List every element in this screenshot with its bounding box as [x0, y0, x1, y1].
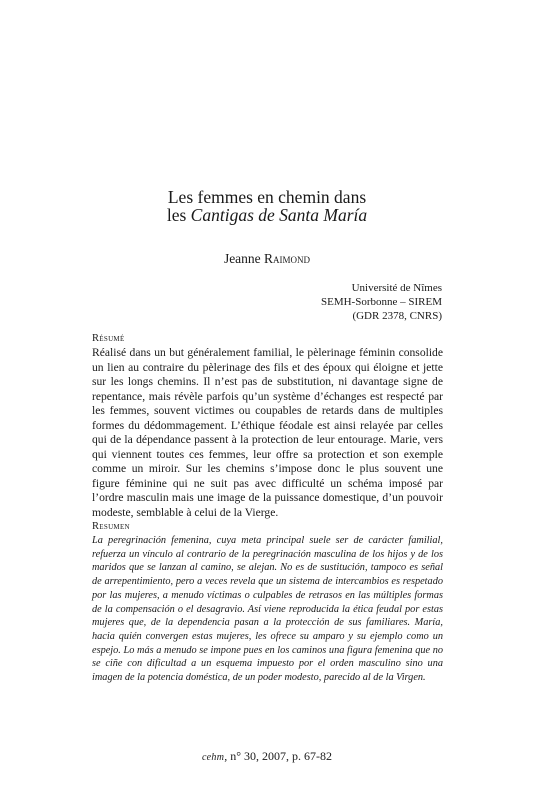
article-title-line-1: Les femmes en chemin dans [167, 187, 367, 207]
journal-name: cehm [201, 752, 225, 763]
resumen-text: La peregrinación femenina, cuya meta principal suele ser de carácter familial, refuerza un vínculo al contrario de la peregrinación masculina de los hijos y de los maridos que se lanzan al camino, se alejan. No es de sustitución, tampoco es señal de arrepentimiento, pero a veces revela que un sistema de intercambios es respetado por las mujeres, a menudo víctimas o culpables de retrasos en las múltiples formas de la compensación o el desagravio. Así viene reproducida la ética feudal por estas mujeres que, de la dependencia pasan a la protección de sus familiares. María, hacia quién convergen estas mujeres, les ofrece su amparo y su ejemplo como un espejo. Lo más a menudo se impone pues en los caminos una figura femenina que no se ciñe con dificultad a un esquema impuesto por el orden masculino sino una imagen de la potencia doméstica, de un poder modesto, parecido al de la Virgen. [92, 535, 443, 684]
resumen-heading: Resumen [92, 521, 130, 532]
affiliation-university: Université de Nîmes [351, 282, 442, 294]
author-first-name: Jeanne [223, 251, 261, 266]
article-title-line-2 [0, 205, 534, 225]
author-name [0, 251, 534, 267]
page-footer [0, 749, 534, 764]
article-title-prefix: les [166, 205, 187, 225]
resume-text: Réalisé dans un but généralement familial, le pèlerinage féminin consolide un lien au contraire du pèlerinage des fils et des époux qui éloigne et jette sur les longs chemins. Il n’est pas de substitution, ni davantage signe de repentance, mais révèle parfois qu’un système d’échanges est respecté par les femmes, souvent victimes ou coupables de retards dans de multiples formes du dédommagement. L’éthique féodale est ainsi relayée par celles qui de la dépendance passent à la protection de leur entourage. Marie, vers qui viennent toutes ces femmes, leur offre sa protection et son exemple comme un miroir. Sur les chemins s’impose donc le plus souvent une figure féminine qui ne suit pas avec difficulté un schéma imposé par l’ordre masculin mais une image de la puissance domestique, d’un pouvoir modeste, semblable à celui de la Vierge. [92, 346, 443, 520]
affiliation-lab: SEMH-Sorbonne – SIREM [320, 296, 442, 308]
affiliation-cnrs: (GDR 2378, CNRS) [352, 310, 442, 322]
resume-heading: Résumé [92, 333, 125, 344]
article-title-italic: Cantigas de Santa María [190, 205, 368, 225]
author-last-name: Raimond [264, 251, 311, 266]
journal-citation: , n° 30, 2007, p. 67-82 [224, 749, 333, 763]
